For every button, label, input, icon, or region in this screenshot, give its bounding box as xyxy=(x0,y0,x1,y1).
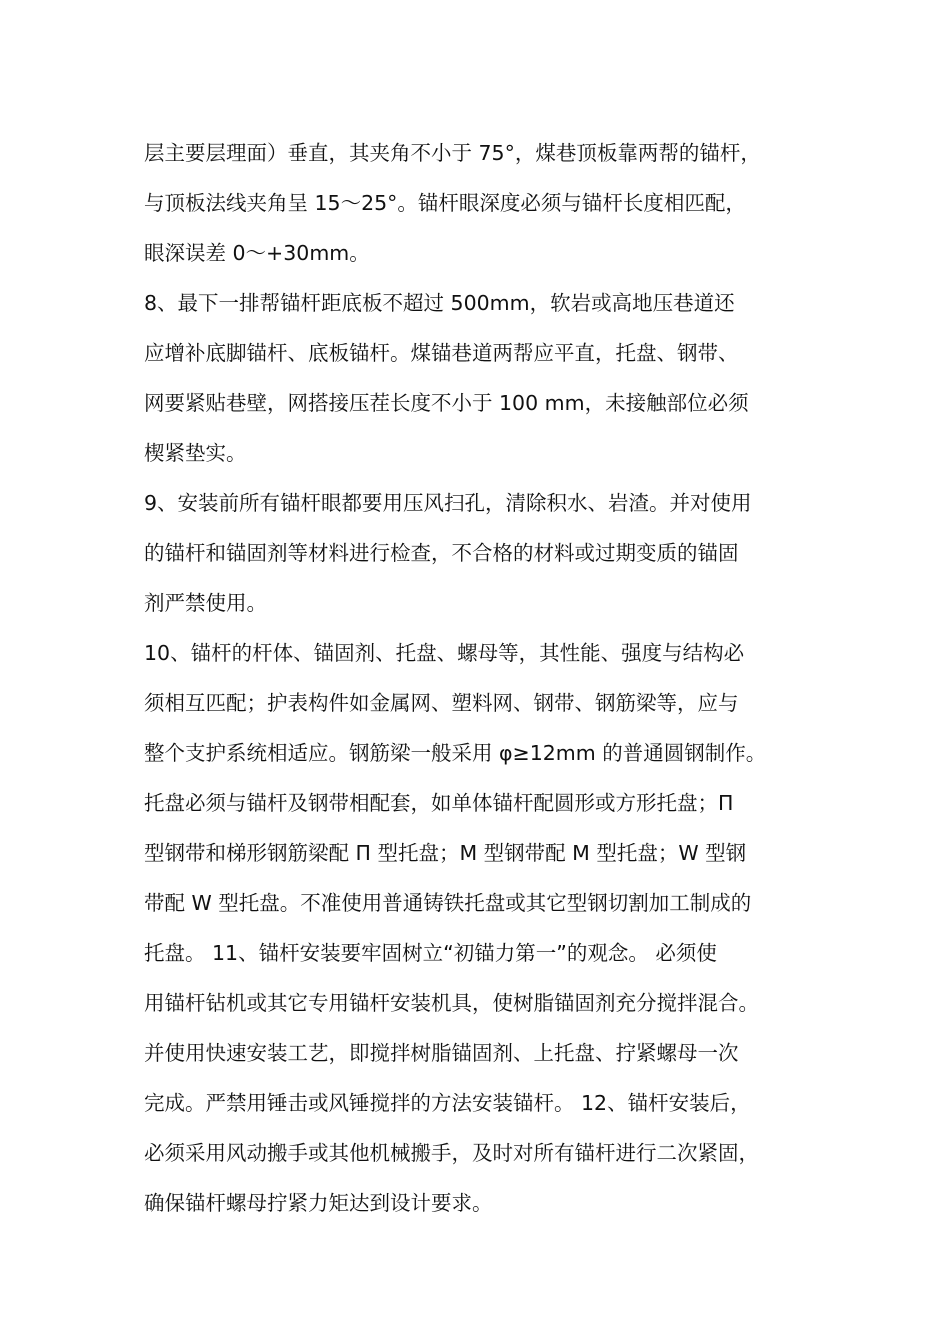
body-text xyxy=(144,128,824,1228)
text-line: 用锚杆钻机或其它专用锚杆安装机具，使树脂锚固剂充分搅拌混合。 xyxy=(144,991,759,1015)
text-line: 带配 W 型托盘。不准使用普通铸铁托盘或其它型钢切割加工制成的 xyxy=(144,891,752,915)
text-line: 8、最下一排帮锚杆距底板不超过 500mm，软岩或高地压巷道还 xyxy=(144,291,735,315)
text-line: 完成。严禁用锤击或风锤搅拌的方法安装锚杆。 12、锚杆安装后， xyxy=(144,1091,751,1115)
text-line: 并使用快速安装工艺，即搅拌树脂锚固剂、上托盘、拧紧螺母一次 xyxy=(144,1041,739,1065)
text-line: 楔紧垫实。 xyxy=(144,441,247,465)
text-line: 托盘。 11、锚杆安装要牢固树立“初锚力第一”的观念。 必须使 xyxy=(144,941,717,965)
text-line: 应增补底脚锚杆、底板锚杆。煤锚巷道两帮应平直，托盘、钢带、 xyxy=(144,341,739,365)
text-line: 托盘必须与锚杆及钢带相配套，如单体锚杆配圆形或方形托盘；Π xyxy=(144,791,734,815)
text-line: 型钢带和梯形钢筋梁配 Π 型托盘；M 型钢带配 M 型托盘；W 型钢 xyxy=(144,841,747,865)
text-line: 剂严禁使用。 xyxy=(144,591,267,615)
text-line: 与顶板法线夹角呈 15～25°。锚杆眼深度必须与锚杆长度相匹配， xyxy=(144,191,746,215)
text-line: 须相互匹配；护表构件如金属网、塑料网、钢带、钢筋梁等，应与 xyxy=(144,691,739,715)
text-line: 的锚杆和锚固剂等材料进行检查，不合格的材料或过期变质的锚固 xyxy=(144,541,739,565)
text-line: 整个支护系统相适应。钢筋梁一般采用 φ≥12mm 的普通圆钢制作。 xyxy=(144,741,767,765)
text-line: 网要紧贴巷壁，网搭接压茬长度不小于 100 mm，未接触部位必须 xyxy=(144,391,749,415)
text-line: 确保锚杆螺母拧紧力矩达到设计要求。 xyxy=(144,1191,493,1215)
text-line: 10、锚杆的杆体、锚固剂、托盘、螺母等，其性能、强度与结构必 xyxy=(144,641,745,665)
text-line: 眼深误差 0～+30mm。 xyxy=(144,241,370,265)
text-line: 层主要层理面）垂直，其夹角不小于 75°，煤巷顶板靠两帮的锚杆， xyxy=(144,141,761,165)
text-line: 必须采用风动搬手或其他机械搬手，及时对所有锚杆进行二次紧固， xyxy=(144,1141,759,1165)
text-line: 9、安装前所有锚杆眼都要用压风扫孔，清除积水、岩渣。并对使用 xyxy=(144,491,752,515)
